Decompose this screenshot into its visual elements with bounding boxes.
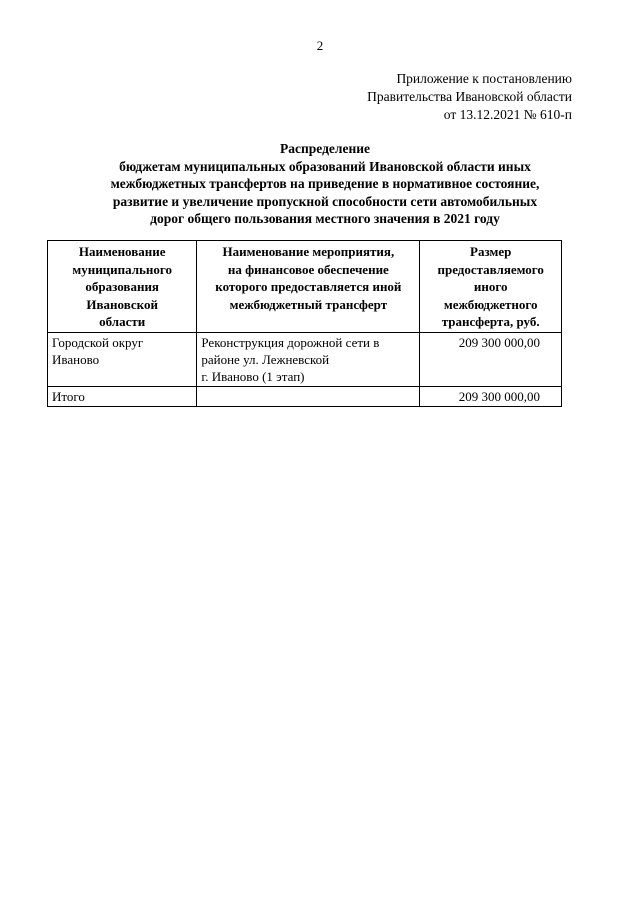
header-line: области — [99, 314, 146, 329]
header-line: Наименование мероприятия, — [222, 244, 395, 259]
header-line: Наименование — [78, 244, 166, 259]
title-line: Распределение — [279, 141, 371, 156]
title-line: развитие и увеличение пропускной способности сети автомобильных — [112, 193, 538, 209]
header-line: которого предоставляется иной — [215, 279, 402, 294]
cell-line: Городской округ — [52, 334, 144, 350]
header-activity — [197, 241, 420, 333]
cell-line: г. Иваново (1 этап) — [201, 368, 305, 384]
header-line: межбюджетный трансферт — [229, 296, 388, 312]
total-amount: 209 300 000,00 — [420, 386, 562, 406]
distribution-table — [47, 240, 562, 407]
header-municipality — [48, 241, 197, 333]
header-line: трансферта, руб. — [441, 314, 540, 329]
table-total-row — [48, 386, 562, 406]
table-header-row — [48, 241, 562, 333]
page-number: 2 — [316, 38, 324, 53]
cell-line: Иваново — [52, 351, 100, 367]
header-amount — [420, 241, 562, 333]
title-line: дорог общего пользования местного значения в 2021 году — [150, 211, 500, 226]
appendix-line: Правительства Ивановской области — [367, 89, 572, 104]
header-line: иного — [473, 279, 508, 294]
header-line: на финансовое обеспечение — [227, 261, 389, 277]
appendix-date-line: от 13.12.2021 № 610-п — [443, 107, 572, 122]
title-line: межбюджетных трансфертов на приведение в нормативное состояние, — [110, 176, 540, 191]
header-line: образования — [85, 279, 159, 294]
header-line: Ивановской — [86, 296, 158, 312]
cell-line: Реконструкция дорожной сети в — [201, 334, 380, 350]
title-line: бюджетам муниципальных образований Ивановской области иных — [119, 158, 531, 174]
cell-activity — [197, 332, 420, 386]
cell-amount: 209 300 000,00 — [420, 332, 562, 386]
total-activity — [197, 386, 420, 406]
cell-municipality — [48, 332, 197, 386]
header-line: муниципального — [72, 261, 173, 277]
table-row — [48, 332, 562, 386]
header-line: межбюджетного — [443, 296, 538, 312]
cell-line: районе ул. Лежневской — [201, 351, 330, 367]
appendix-line: Приложение к постановлению — [396, 71, 572, 86]
appendix-block — [367, 70, 572, 124]
total-label: Итого — [48, 386, 197, 406]
header-line: предоставляемого — [437, 261, 544, 277]
document-title — [60, 140, 590, 228]
header-line: Размер — [470, 244, 512, 259]
